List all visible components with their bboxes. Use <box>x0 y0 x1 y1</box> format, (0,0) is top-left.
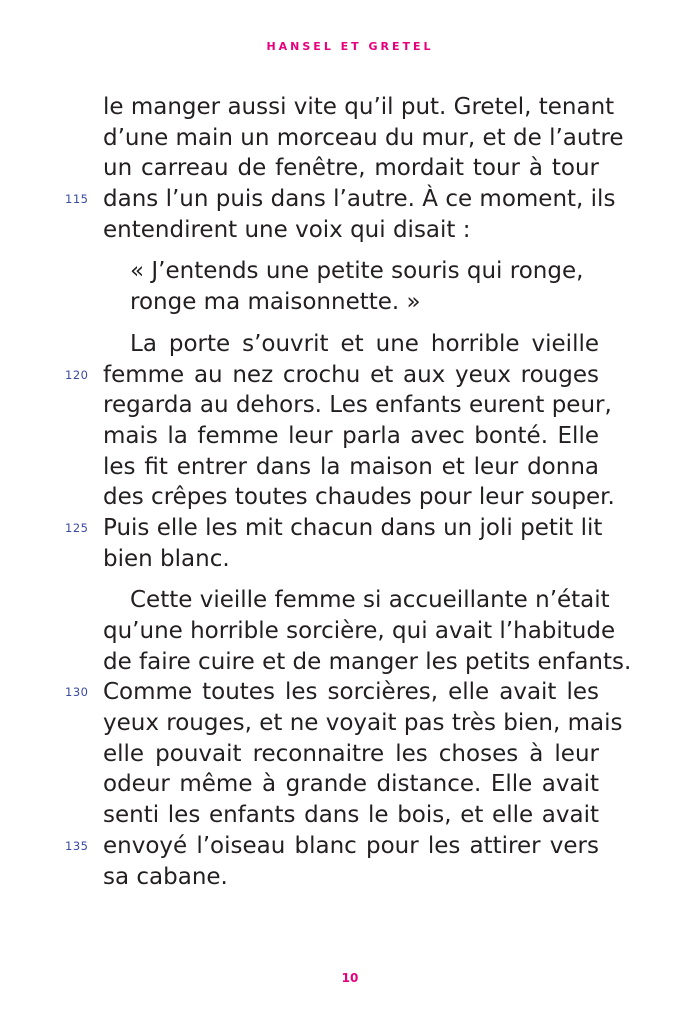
line-number: 130 <box>65 685 89 700</box>
line-number: 115 <box>65 192 89 207</box>
text-line: 115 dans l’un puis dans l’autre. À ce moment, ils <box>103 184 599 215</box>
text-line: 125 Puis elle les mit chacun dans un joli petit lit <box>103 513 599 544</box>
text-line: odeur même à grande distance. Elle avait <box>103 771 599 798</box>
text-line: elle pouvait reconnaitre les choses à leur <box>103 740 599 767</box>
text-line: un carreau de fenêtre, mordait tour à tour <box>103 155 599 182</box>
text-line: Cette vieille femme si accueillante n’était <box>130 587 610 614</box>
text-line: « J’entends une petite souris qui ronge, <box>130 258 584 285</box>
text-line: senti les enfants dans le bois, et elle avait <box>103 802 599 829</box>
paragraph <box>65 329 615 575</box>
text-line: La porte s’ouvrit et une horrible vieille <box>130 330 599 357</box>
paragraph <box>65 585 632 892</box>
page-number: 10 <box>341 971 359 985</box>
text-line: regarda au dehors. Les enfants eurent peur, <box>103 392 612 419</box>
text-line: d’une main un morceau du mur, et de l’autre <box>103 124 624 151</box>
text-line: bien blanc. <box>103 545 230 572</box>
text-line: ronge ma maisonnette. » <box>130 289 421 316</box>
line-number: 135 <box>65 838 89 853</box>
text-line: qu’une horrible sorcière, qui avait l’habitude <box>103 618 616 644</box>
text-line: les fit entrer dans la maison et leur donna <box>103 453 599 480</box>
main-text <box>65 92 632 892</box>
text-line: des crêpes toutes chaudes pour leur souper. <box>103 484 615 511</box>
text-line: mais la femme leur parla avec bonté. Elle <box>103 422 599 449</box>
text-line: yeux rouges, et ne voyait pas très bien, mais <box>103 710 623 737</box>
text-line: de faire cuire et de manger les petits enfants. <box>103 648 632 675</box>
text-line: sa cabane. <box>103 863 228 890</box>
text-line: 135 envoyé l’oiseau blanc pour les attirer vers <box>103 831 599 862</box>
line-number: 125 <box>65 520 89 535</box>
paragraph <box>65 92 624 245</box>
text-line: entendirent une voix qui disait : <box>103 216 471 243</box>
running-title: HANSEL ET GRETEL <box>266 40 434 53</box>
line-number: 120 <box>65 367 89 382</box>
text-line: 130 Comme toutes les sorcières, elle avait les <box>103 677 599 708</box>
quotation <box>103 256 599 317</box>
text-line: 120 femme au nez crochu et aux yeux rouges <box>103 360 599 391</box>
text-line: le manger aussi vite qu’il put. Gretel, tenant <box>103 94 615 120</box>
